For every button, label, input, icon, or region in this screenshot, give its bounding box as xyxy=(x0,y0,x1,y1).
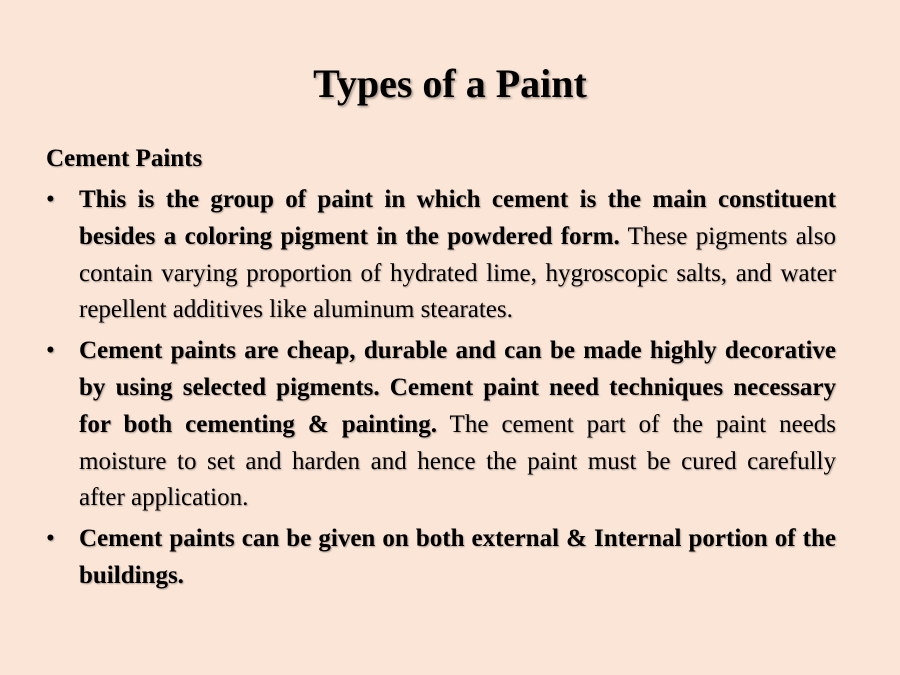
bullet-list xyxy=(46,182,836,599)
bullet-item xyxy=(46,182,836,329)
bullet-bold-text: Cement paints can be given on both external & Internal portion of the buildings. xyxy=(79,525,836,589)
bullet-normal-text: These pigments also contain varying proportion of hydrated lime, hygroscopic salts, and water repellent additives like aluminum stearates. xyxy=(79,222,836,324)
slide-title: Types of a Paint xyxy=(313,61,587,106)
section-heading: Cement Paints xyxy=(46,145,203,172)
bullet-item xyxy=(46,521,836,595)
bullet-bold-text: Cement paints are cheap, durable and can be made highly decorative by using selected pigments. Cement paint need techniques necessary for both cementing & painting. xyxy=(79,337,836,438)
bullet-icon: • xyxy=(46,525,55,553)
bullet-bold-text: This is the group of paint in which cement is the main constituent besides a coloring pigment in the powdered form. xyxy=(79,186,836,250)
bullet-icon: • xyxy=(46,186,55,213)
bullet-normal-text: The cement part of the paint needs moisture to set and harden and hence the paint must be cured carefully after application. xyxy=(79,410,836,512)
bullet-item xyxy=(46,333,836,517)
bullet-icon: • xyxy=(46,337,55,365)
